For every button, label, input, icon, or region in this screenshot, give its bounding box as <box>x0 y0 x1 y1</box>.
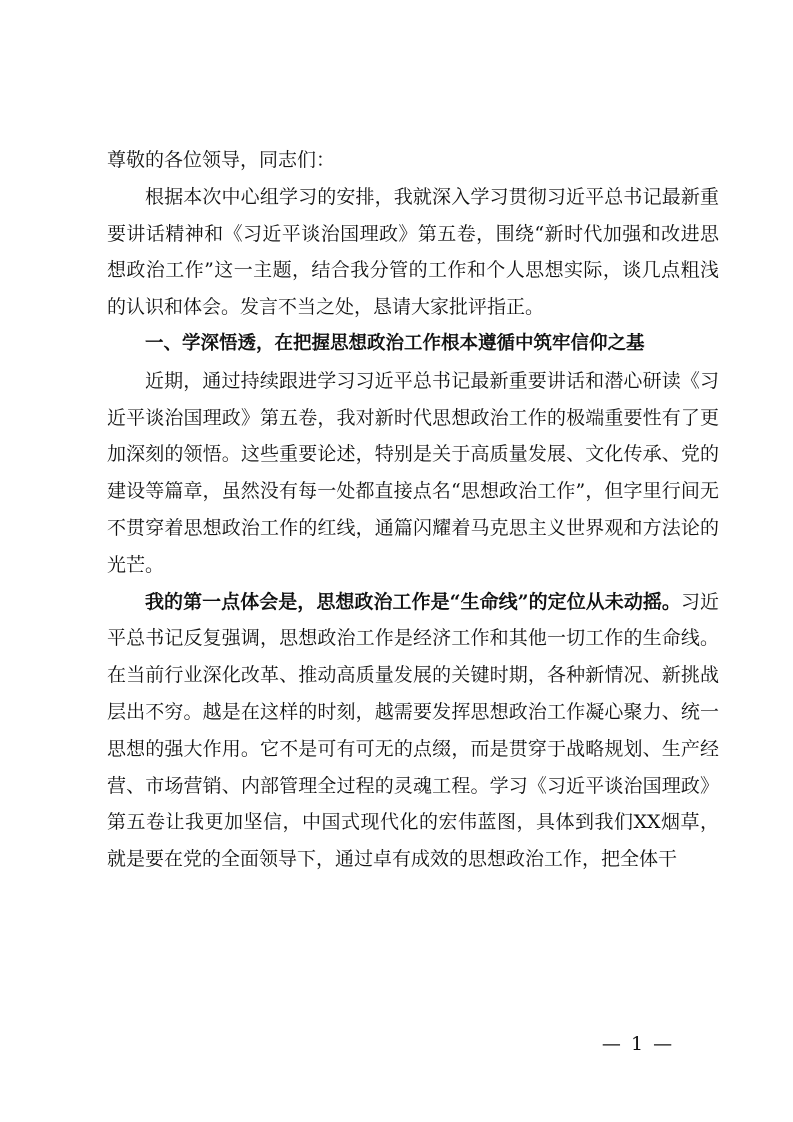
point-one-paragraph <box>107 584 719 878</box>
intro-paragraph: 根据本次中心组学习的安排，我就深入学习贯彻习近平总书记最新重要讲话精神和《习近平谈治国理政》第五卷，围绕“新时代加强和改进思想政治工作”这一主题，结合我分管的工作和个人思想实际，谈几点粗浅的认识和体会。发言不当之处，恳请大家批评指正。 <box>107 185 719 319</box>
point-one-lead: 我的第一点体会是，思想政治工作是“生命线”的定位从未动摇。 <box>145 590 681 613</box>
salutation: 尊敬的各位领导，同志们： <box>107 149 336 171</box>
document-body <box>107 142 719 878</box>
point-one-body: 习近平总书记反复强调，思想政治工作是经济工作和其他一切工作的生命线。在当前行业深化改革、推动高质量发展的关键时期，各种新情况、新挑战层出不穷。越是在这样的时刻，越需要发挥思想政治工作凝心聚力、统一思想的强大作用。它不是可有可无的点缀，而是贯穿于战略规划、生产经营、市场营销、内部管理全过程的灵魂工程。学习《习近平谈治国理政》第五卷让我更加坚信，中国式现代化的宏伟蓝图，具体到我们XX烟草，就是要在党的全面领导下，通过卓有成效的思想政治工作，把全体干 <box>107 590 719 871</box>
page-number: — 1 — <box>601 1033 675 1055</box>
section-paragraph: 近期，通过持续跟进学习习近平总书记最新重要讲话和潜心研读《习近平谈治国理政》第五卷，我对新时代思想政治工作的极端重要性有了更加深刻的领悟。这些重要论述，特别是关于高质量发展、文化传承、党的建设等篇章，虽然没有每一处都直接点名“思想政治工作”，但字里行间无不贯穿着思想政治工作的红线，通篇闪耀着马克思主义世界观和方法论的光芒。 <box>107 369 719 576</box>
section-heading: 一、学深悟透，在把握思想政治工作根本遵循中筑牢信仰之基 <box>145 332 645 354</box>
